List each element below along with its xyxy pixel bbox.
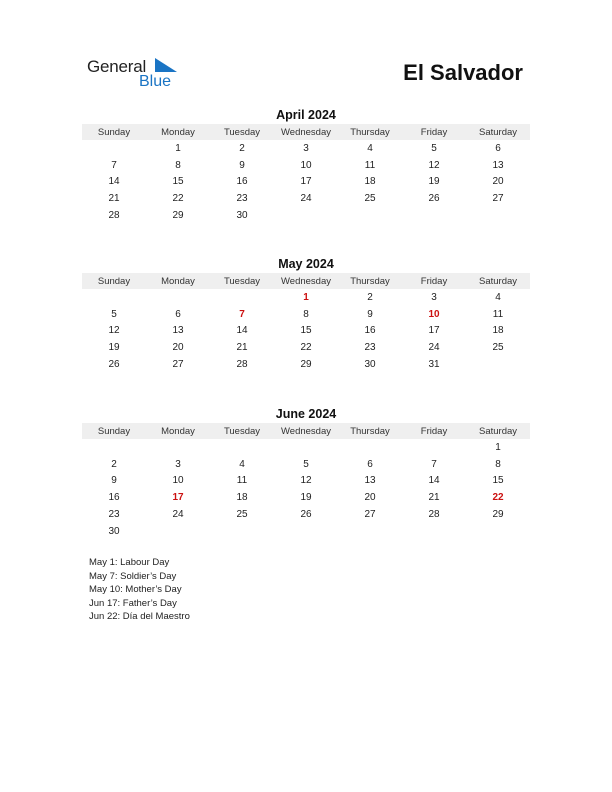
- weekday-header-row: [82, 124, 530, 140]
- holiday-entry: Jun 22: Día del Maestro: [89, 611, 190, 623]
- month-title: May 2024: [278, 257, 334, 271]
- calendar-month-may: [82, 256, 530, 373]
- day-cell: 12: [428, 159, 440, 171]
- holiday-list: [89, 556, 190, 624]
- day-cell: 19: [428, 176, 440, 188]
- page-header: [0, 0, 612, 100]
- day-cell: 15: [300, 325, 312, 337]
- day-cell: 28: [108, 210, 120, 222]
- day-cell: 27: [172, 359, 184, 371]
- week-row: [82, 207, 530, 224]
- weekday-label: Sunday: [97, 425, 131, 437]
- week-row: [82, 339, 530, 356]
- day-cell: 14: [108, 176, 120, 188]
- day-cell: 16: [108, 492, 120, 504]
- day-cell: 12: [108, 325, 120, 337]
- month-title: June 2024: [275, 407, 337, 421]
- day-cell: 14: [428, 475, 440, 487]
- day-cell: 29: [492, 509, 504, 521]
- holiday-day-cell: 1: [303, 291, 309, 303]
- weekday-label: Friday: [420, 126, 448, 138]
- day-cell: 2: [111, 458, 117, 470]
- weekday-label: Tuesday: [223, 275, 261, 287]
- weekday-label: Monday: [161, 275, 195, 287]
- weekday-label: Saturday: [478, 126, 518, 138]
- day-cell: 9: [367, 308, 373, 320]
- day-cell: 4: [239, 458, 245, 470]
- day-cell: 24: [300, 193, 312, 205]
- day-cell: 27: [364, 509, 376, 521]
- day-cell: 25: [364, 193, 376, 205]
- week-row: [82, 506, 530, 523]
- weekday-label: Saturday: [478, 275, 518, 287]
- weekday-label: Wednesday: [281, 275, 331, 287]
- day-cell: 8: [175, 159, 181, 171]
- day-cell: 11: [492, 308, 504, 320]
- country-title: El Salvador: [403, 60, 523, 85]
- day-cell: 3: [303, 142, 309, 154]
- day-cell: 10: [300, 159, 312, 171]
- logo-blue-text: Blue: [139, 73, 172, 90]
- holiday-entry: May 10: Mother’s Day: [89, 584, 182, 596]
- week-row: [82, 439, 530, 456]
- day-cell: 23: [108, 509, 120, 521]
- week-row: [82, 289, 530, 306]
- day-cell: 14: [236, 325, 248, 337]
- holiday-day-cell: 7: [239, 308, 245, 320]
- holiday-day-cell: 10: [428, 308, 440, 320]
- weekday-label: Tuesday: [223, 126, 261, 138]
- week-row: [82, 174, 530, 191]
- day-cell: 9: [239, 159, 245, 171]
- week-row: [82, 356, 530, 373]
- day-cell: 17: [428, 325, 440, 337]
- weekday-label: Sunday: [97, 126, 131, 138]
- day-cell: 13: [492, 159, 504, 171]
- day-cell: 3: [431, 291, 437, 303]
- day-cell: 18: [364, 176, 376, 188]
- month-title: April 2024: [276, 108, 336, 122]
- day-cell: 7: [111, 159, 117, 171]
- day-cell: 8: [303, 308, 309, 320]
- day-cell: 29: [172, 210, 184, 222]
- day-cell: 25: [236, 509, 248, 521]
- day-cell: 5: [303, 458, 309, 470]
- day-cell: 20: [172, 342, 184, 354]
- holiday-day-cell: 17: [172, 492, 184, 504]
- calendar-month-june: [82, 406, 530, 540]
- day-cell: 4: [367, 142, 373, 154]
- day-cell: 22: [172, 193, 184, 205]
- generalblue-logo: [87, 54, 207, 94]
- week-row: [82, 489, 530, 506]
- day-cell: 26: [300, 509, 312, 521]
- day-cell: 30: [236, 210, 248, 222]
- weekday-label: Sunday: [97, 275, 131, 287]
- weekday-label: Tuesday: [223, 425, 261, 437]
- day-cell: 1: [495, 441, 501, 453]
- day-cell: 31: [428, 359, 440, 371]
- day-cell: 15: [172, 176, 184, 188]
- weekday-label: Wednesday: [281, 126, 331, 138]
- week-row: [82, 190, 530, 207]
- day-cell: 7: [431, 458, 437, 470]
- day-cell: 19: [300, 492, 312, 504]
- week-row: [82, 140, 530, 157]
- day-cell: 3: [175, 458, 181, 470]
- day-cell: 15: [492, 475, 504, 487]
- week-row: [82, 306, 530, 323]
- day-cell: 21: [108, 193, 120, 205]
- day-cell: 30: [108, 525, 120, 537]
- weekday-label: Saturday: [478, 425, 518, 437]
- day-cell: 5: [431, 142, 437, 154]
- weekday-label: Monday: [161, 425, 195, 437]
- week-row: [82, 456, 530, 473]
- day-cell: 9: [111, 475, 117, 487]
- day-cell: 29: [300, 359, 312, 371]
- weekday-label: Thursday: [350, 126, 390, 138]
- day-cell: 26: [428, 193, 440, 205]
- day-cell: 11: [236, 475, 248, 487]
- day-cell: 1: [175, 142, 181, 154]
- week-row: [82, 157, 530, 174]
- day-cell: 2: [239, 142, 245, 154]
- logo-general-text: General: [87, 57, 147, 76]
- day-cell: 24: [428, 342, 440, 354]
- weekday-label: Friday: [420, 425, 448, 437]
- logo-triangle-icon: [155, 58, 177, 72]
- day-cell: 21: [236, 342, 248, 354]
- week-row: [82, 473, 530, 490]
- week-row: [82, 523, 530, 540]
- day-cell: 11: [364, 159, 376, 171]
- day-cell: 23: [236, 193, 248, 205]
- holiday-day-cell: 22: [492, 492, 504, 504]
- day-cell: 28: [236, 359, 248, 371]
- holiday-entry: May 1: Labour Day: [89, 557, 170, 568]
- day-cell: 16: [236, 176, 248, 188]
- week-row: [82, 323, 530, 340]
- day-cell: 5: [111, 308, 117, 320]
- day-cell: 19: [108, 342, 120, 354]
- holiday-entry: Jun 17: Father’s Day: [89, 597, 177, 609]
- weekday-label: Friday: [420, 275, 448, 287]
- day-cell: 20: [492, 176, 504, 188]
- day-cell: 16: [364, 325, 376, 337]
- day-cell: 26: [108, 359, 120, 371]
- calendar-month-april: [82, 107, 530, 224]
- day-cell: 24: [172, 509, 184, 521]
- day-cell: 23: [364, 342, 376, 354]
- weekday-label: Monday: [161, 126, 195, 138]
- day-cell: 30: [364, 359, 376, 371]
- day-cell: 6: [367, 458, 373, 470]
- weekday-label: Wednesday: [281, 425, 331, 437]
- day-cell: 28: [428, 509, 440, 521]
- day-cell: 17: [300, 176, 312, 188]
- day-cell: 20: [364, 492, 376, 504]
- day-cell: 13: [172, 325, 184, 337]
- day-cell: 22: [300, 342, 312, 354]
- weekday-label: Thursday: [350, 275, 390, 287]
- day-cell: 2: [367, 291, 373, 303]
- day-cell: 25: [492, 342, 504, 354]
- day-cell: 13: [364, 475, 376, 487]
- day-cell: 27: [492, 193, 504, 205]
- day-cell: 18: [492, 325, 504, 337]
- day-cell: 8: [495, 458, 501, 470]
- weekday-header-row: [82, 273, 530, 289]
- day-cell: 10: [172, 475, 184, 487]
- day-cell: 4: [495, 291, 501, 303]
- day-cell: 6: [175, 308, 181, 320]
- day-cell: 6: [495, 142, 501, 154]
- day-cell: 18: [236, 492, 248, 504]
- weekday-header-row: [82, 423, 530, 439]
- weekday-label: Thursday: [350, 425, 390, 437]
- day-cell: 21: [428, 492, 440, 504]
- day-cell: 12: [300, 475, 312, 487]
- holiday-entry: May 7: Soldier’s Day: [89, 570, 177, 582]
